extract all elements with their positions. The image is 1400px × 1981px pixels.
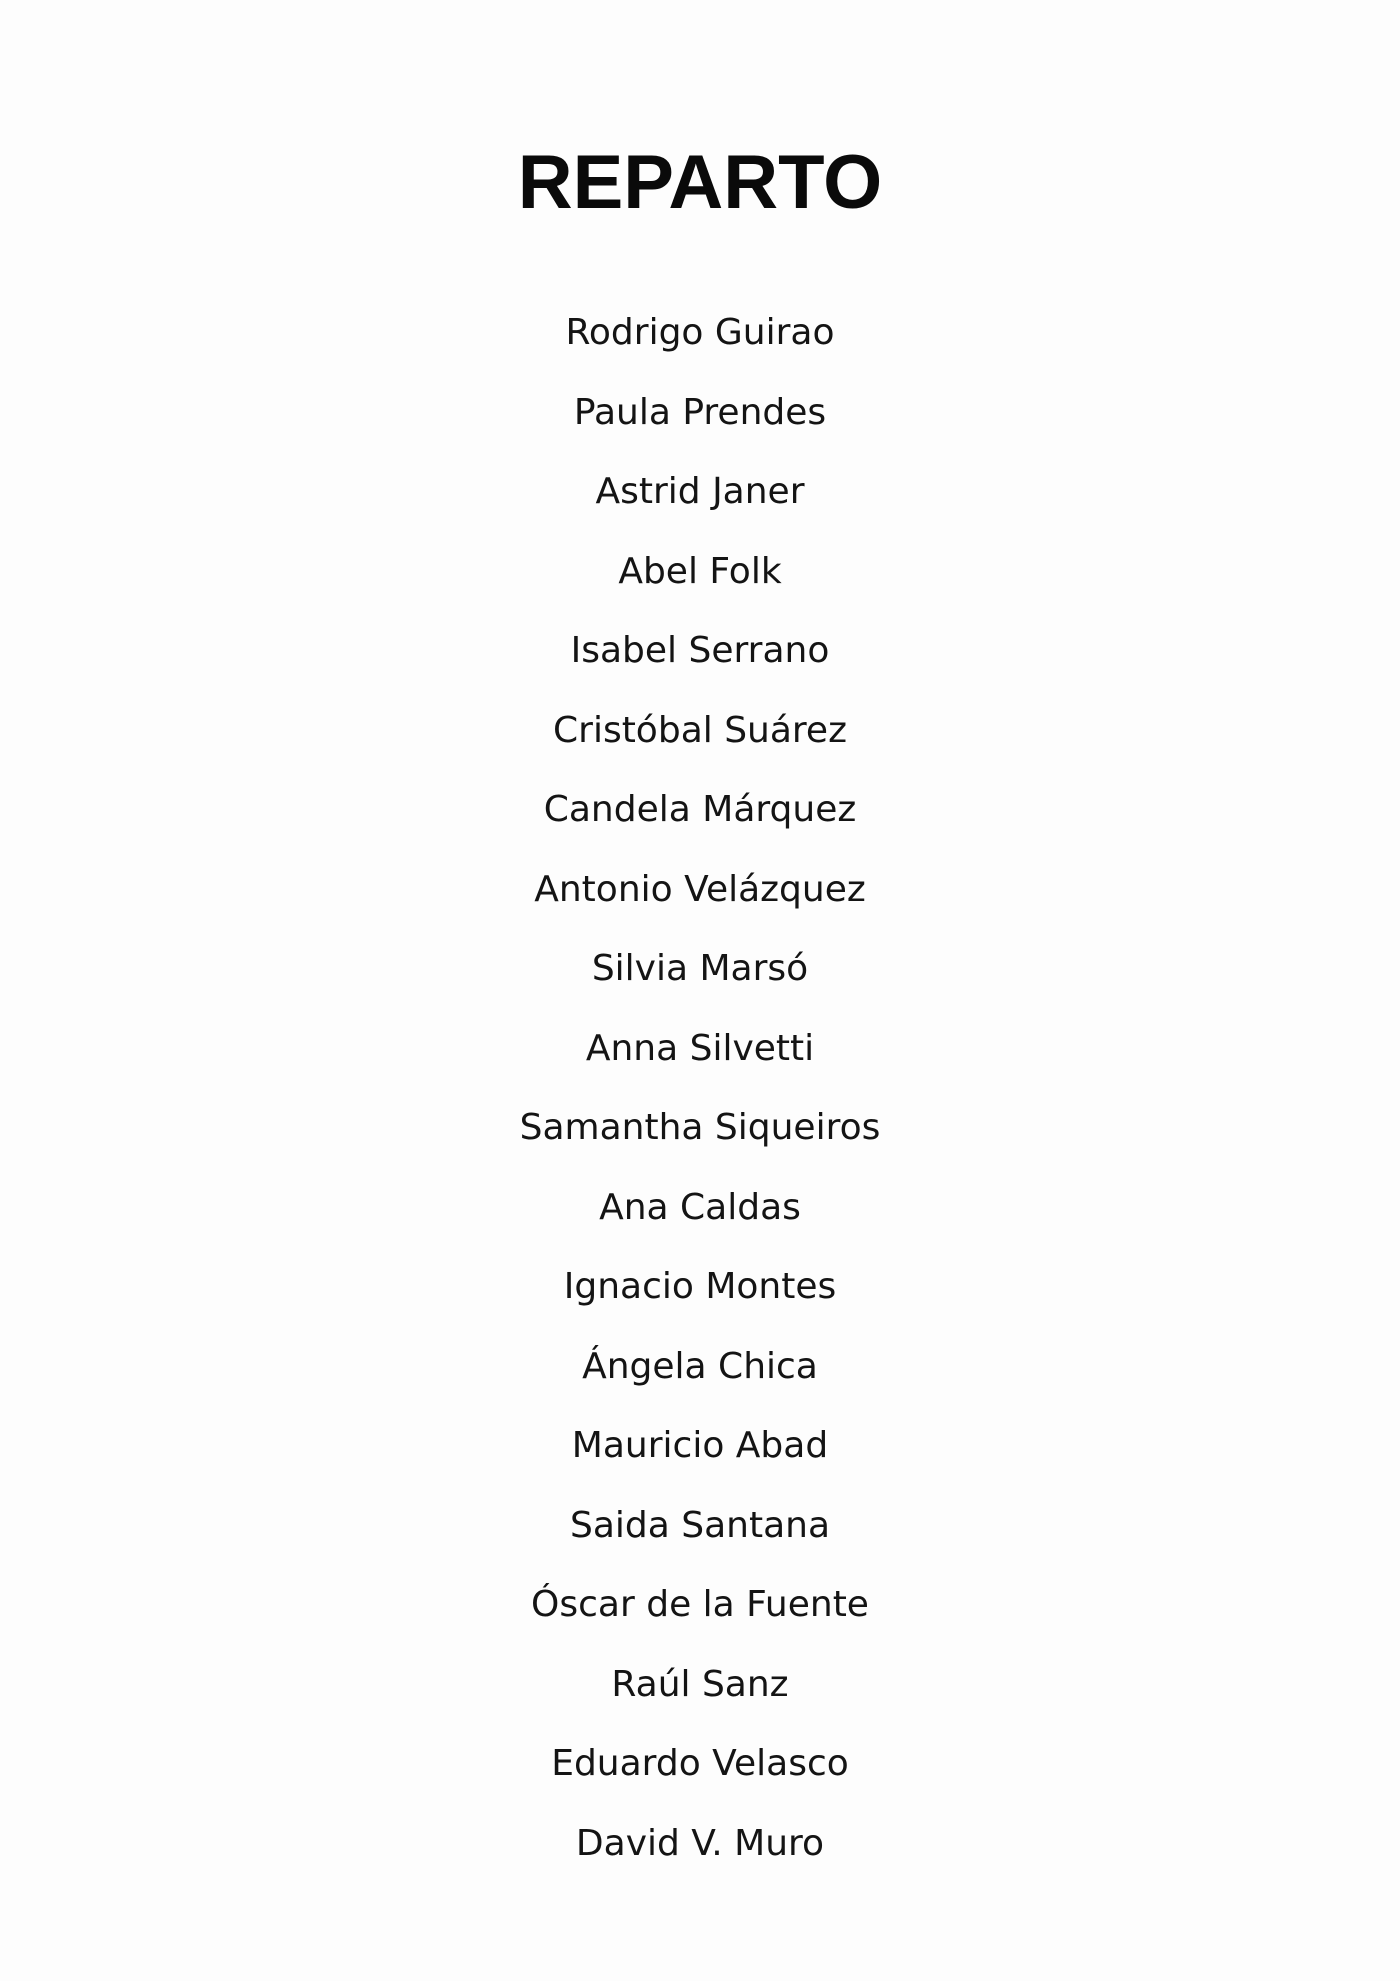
page-title: REPARTO xyxy=(517,140,883,225)
cast-member: Antonio Velázquez xyxy=(534,868,866,910)
cast-member: Ana Caldas xyxy=(599,1186,801,1228)
cast-member: Paula Prendes xyxy=(573,391,827,433)
cast-list xyxy=(0,305,1400,1895)
cast-member: Isabel Serrano xyxy=(570,630,830,671)
cast-member: Eduardo Velasco xyxy=(551,1743,849,1784)
cast-member: Ignacio Montes xyxy=(563,1266,837,1307)
cast-member: Silvia Marsó xyxy=(591,948,809,989)
cast-member: Rodrigo Guirao xyxy=(565,312,835,353)
cast-member: Cristóbal Suárez xyxy=(553,709,847,751)
cast-member: Óscar de la Fuente xyxy=(531,1584,869,1625)
cast-member: Anna Silvetti xyxy=(585,1027,815,1069)
cast-member: David V. Muro xyxy=(575,1822,825,1864)
cast-member: Mauricio Abad xyxy=(571,1425,829,1466)
cast-member: Abel Folk xyxy=(618,550,782,592)
cast-member: Raúl Sanz xyxy=(611,1663,789,1705)
cast-member: Ángela Chica xyxy=(582,1345,818,1387)
cast-member: Saida Santana xyxy=(569,1504,831,1546)
cast-member: Candela Márquez xyxy=(543,789,857,830)
cast-member: Astrid Janer xyxy=(595,471,805,512)
cast-member: Samantha Siqueiros xyxy=(519,1107,881,1148)
